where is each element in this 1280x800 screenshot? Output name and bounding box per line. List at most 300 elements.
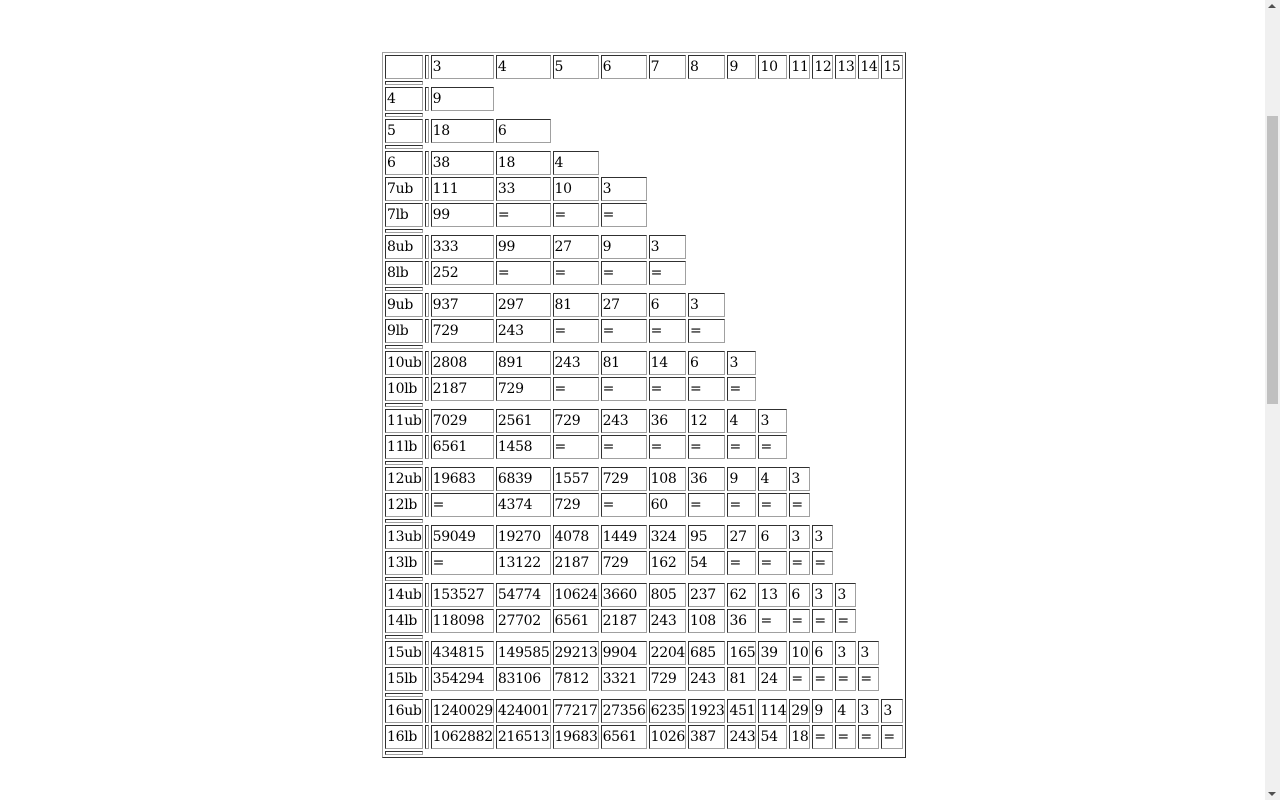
group-separator-row	[385, 577, 903, 581]
value-cell: 3	[649, 235, 686, 259]
table-row	[385, 177, 903, 201]
value-cell: =	[601, 203, 647, 227]
table-row	[385, 641, 903, 665]
empty-cell	[688, 235, 725, 259]
empty-cell	[881, 551, 903, 575]
value-cell: =	[553, 203, 599, 227]
value-cell: =	[553, 261, 599, 285]
value-cell: 3	[858, 641, 879, 665]
value-cell: 111	[431, 177, 494, 201]
value-cell: =	[649, 319, 686, 343]
empty-cell	[881, 351, 903, 375]
empty-cell	[812, 409, 833, 433]
empty-cell	[858, 609, 879, 633]
value-cell: 424001	[496, 699, 551, 723]
value-cell: 9	[431, 87, 494, 111]
row-label-cell: 7lb	[385, 203, 423, 227]
value-cell: 153527	[431, 583, 494, 607]
empty-cell	[835, 261, 856, 285]
value-cell: 19270	[496, 525, 551, 549]
table-row	[385, 667, 903, 691]
spacer-cell	[425, 609, 429, 633]
empty-cell	[812, 377, 833, 401]
empty-cell	[727, 203, 756, 227]
separator-cell	[385, 287, 423, 291]
empty-cell	[758, 235, 787, 259]
value-cell: 3	[812, 583, 833, 607]
value-cell: 99	[431, 203, 494, 227]
empty-cell	[835, 203, 856, 227]
table-row	[385, 351, 903, 375]
value-cell: 81	[553, 293, 599, 317]
empty-cell	[649, 87, 686, 111]
empty-cell	[835, 467, 856, 491]
value-cell: 4	[727, 409, 756, 433]
spacer-cell	[425, 525, 429, 549]
empty-cell	[812, 235, 833, 259]
spacer-cell	[425, 699, 429, 723]
separator-cell	[385, 635, 423, 639]
empty-cell	[601, 151, 647, 175]
value-cell: 3	[601, 177, 647, 201]
empty-cell	[881, 641, 903, 665]
value-cell: 6561	[601, 725, 647, 749]
value-cell: 243	[727, 725, 756, 749]
separator-cell	[385, 577, 423, 581]
header-cell: 7	[649, 55, 686, 79]
separator-blank	[425, 519, 904, 523]
value-cell: 29	[789, 699, 810, 723]
scroll-down-arrow-icon[interactable]	[1268, 792, 1276, 796]
value-cell: =	[601, 261, 647, 285]
empty-cell	[881, 87, 903, 111]
value-cell: 3	[858, 699, 879, 723]
value-cell: =	[431, 551, 494, 575]
value-cell: 4	[835, 699, 856, 723]
empty-cell	[858, 203, 879, 227]
value-cell: =	[789, 667, 810, 691]
value-cell: 243	[496, 319, 551, 343]
empty-cell	[858, 119, 879, 143]
value-cell: 13122	[496, 551, 551, 575]
header-cell: 9	[727, 55, 756, 79]
value-cell: =	[727, 435, 756, 459]
row-label-cell: 12ub	[385, 467, 423, 491]
value-cell: =	[812, 551, 833, 575]
value-cell: 18	[496, 151, 551, 175]
empty-cell	[858, 293, 879, 317]
value-cell: 118098	[431, 609, 494, 633]
value-cell: 77217	[553, 699, 599, 723]
value-cell: 36	[688, 467, 725, 491]
table-row	[385, 551, 903, 575]
value-cell: 3	[835, 583, 856, 607]
table-row	[385, 725, 903, 749]
empty-cell	[789, 119, 810, 143]
empty-cell	[835, 235, 856, 259]
value-cell: =	[812, 725, 833, 749]
table-row	[385, 493, 903, 517]
empty-cell	[789, 87, 810, 111]
value-cell: =	[758, 551, 787, 575]
value-cell: =	[758, 493, 787, 517]
value-cell: 39	[758, 641, 787, 665]
empty-cell	[812, 177, 833, 201]
empty-cell	[727, 319, 756, 343]
empty-cell	[496, 87, 551, 111]
value-cell: 6	[758, 525, 787, 549]
value-cell: 27356	[601, 699, 647, 723]
value-cell: 18	[431, 119, 494, 143]
empty-cell	[789, 409, 810, 433]
value-cell: 3	[688, 293, 725, 317]
separator-cell	[385, 113, 423, 117]
value-cell: 59049	[431, 525, 494, 549]
spacer-cell	[425, 319, 429, 343]
value-cell: 95	[688, 525, 725, 549]
value-cell: =	[835, 667, 856, 691]
empty-cell	[758, 351, 787, 375]
value-cell: =	[727, 551, 756, 575]
value-cell: 1240029	[431, 699, 494, 723]
value-cell: 387	[688, 725, 725, 749]
row-label-cell: 10ub	[385, 351, 423, 375]
empty-cell	[881, 119, 903, 143]
empty-cell	[812, 435, 833, 459]
empty-cell	[649, 177, 686, 201]
row-label-cell: 8lb	[385, 261, 423, 285]
value-cell: 324	[649, 525, 686, 549]
value-cell: 333	[431, 235, 494, 259]
value-cell: 937	[431, 293, 494, 317]
table-row	[385, 261, 903, 285]
empty-cell	[812, 261, 833, 285]
separator-cell	[385, 519, 423, 523]
table-row	[385, 377, 903, 401]
empty-cell	[789, 235, 810, 259]
vertical-scrollbar[interactable]	[1265, 0, 1280, 800]
empty-cell	[858, 319, 879, 343]
value-cell: =	[496, 261, 551, 285]
row-label-cell: 13ub	[385, 525, 423, 549]
empty-cell	[835, 319, 856, 343]
value-cell: =	[601, 435, 647, 459]
group-separator-row	[385, 81, 903, 85]
empty-cell	[601, 119, 647, 143]
group-separator-row	[385, 635, 903, 639]
separator-blank	[425, 345, 904, 349]
row-label-cell: 16ub	[385, 699, 423, 723]
empty-cell	[812, 151, 833, 175]
value-cell: 36	[649, 409, 686, 433]
value-cell: 4	[758, 467, 787, 491]
value-cell: 10	[553, 177, 599, 201]
spacer-cell	[425, 119, 429, 143]
value-cell: =	[496, 203, 551, 227]
empty-cell	[881, 177, 903, 201]
empty-cell	[881, 377, 903, 401]
spacer-cell	[425, 177, 429, 201]
value-cell: =	[649, 261, 686, 285]
value-cell: 4078	[553, 525, 599, 549]
group-separator-row	[385, 461, 903, 465]
value-cell: 19683	[553, 725, 599, 749]
header-cell: 8	[688, 55, 725, 79]
empty-cell	[858, 551, 879, 575]
empty-cell	[812, 203, 833, 227]
separator-blank	[425, 113, 904, 117]
value-cell: 162	[649, 551, 686, 575]
spacer-cell	[425, 551, 429, 575]
value-cell: =	[812, 609, 833, 633]
empty-cell	[812, 319, 833, 343]
separator-blank	[425, 577, 904, 581]
empty-cell	[688, 87, 725, 111]
empty-cell	[727, 119, 756, 143]
value-cell: 18	[789, 725, 810, 749]
row-label-cell: 15ub	[385, 641, 423, 665]
value-cell: =	[758, 609, 787, 633]
value-cell: 729	[496, 377, 551, 401]
spacer-cell	[425, 351, 429, 375]
empty-cell	[758, 293, 787, 317]
value-cell: 10624	[553, 583, 599, 607]
empty-cell	[881, 435, 903, 459]
value-cell: 3	[835, 641, 856, 665]
value-cell: 6	[812, 641, 833, 665]
header-cell: 14	[858, 55, 879, 79]
value-cell: 7812	[553, 667, 599, 691]
empty-cell	[858, 261, 879, 285]
value-cell: 354294	[431, 667, 494, 691]
row-label-cell: 4	[385, 87, 423, 111]
empty-cell	[727, 235, 756, 259]
row-label-cell: 10lb	[385, 377, 423, 401]
value-cell: =	[835, 609, 856, 633]
scrollbar-thumb[interactable]	[1267, 116, 1278, 404]
table-row	[385, 293, 903, 317]
header-corner-cell	[385, 55, 423, 79]
value-cell: 7029	[431, 409, 494, 433]
table-row	[385, 119, 903, 143]
empty-cell	[688, 177, 725, 201]
value-cell: 4374	[496, 493, 551, 517]
value-cell: 9	[812, 699, 833, 723]
value-cell: 3660	[601, 583, 647, 607]
table-row	[385, 699, 903, 723]
value-cell: =	[553, 319, 599, 343]
scroll-up-arrow-icon[interactable]	[1268, 4, 1276, 8]
value-cell: 3	[789, 525, 810, 549]
spacer-cell	[425, 435, 429, 459]
table-row	[385, 435, 903, 459]
row-label-cell: 6	[385, 151, 423, 175]
row-label-cell: 11lb	[385, 435, 423, 459]
empty-cell	[835, 377, 856, 401]
value-cell: 9	[727, 467, 756, 491]
value-cell: 13	[758, 583, 787, 607]
empty-cell	[789, 261, 810, 285]
value-cell: 1923	[688, 699, 725, 723]
separator-blank	[425, 461, 904, 465]
empty-cell	[727, 261, 756, 285]
value-cell: =	[858, 667, 879, 691]
empty-cell	[758, 177, 787, 201]
value-cell: 297	[496, 293, 551, 317]
empty-cell	[812, 351, 833, 375]
value-cell: 165	[727, 641, 756, 665]
value-cell: 14	[649, 351, 686, 375]
empty-cell	[553, 87, 599, 111]
group-separator-row	[385, 113, 903, 117]
value-cell: =	[812, 667, 833, 691]
empty-cell	[835, 525, 856, 549]
spacer-cell	[425, 151, 429, 175]
value-cell: 216513	[496, 725, 551, 749]
value-cell: 434815	[431, 641, 494, 665]
value-cell: 3	[758, 409, 787, 433]
empty-cell	[758, 319, 787, 343]
value-cell: =	[688, 377, 725, 401]
value-cell: =	[758, 435, 787, 459]
value-cell: =	[727, 493, 756, 517]
value-cell: 108	[688, 609, 725, 633]
value-cell: 108	[649, 467, 686, 491]
separator-cell	[385, 751, 423, 755]
value-cell: 729	[601, 551, 647, 575]
empty-cell	[758, 151, 787, 175]
row-label-cell: 9ub	[385, 293, 423, 317]
empty-cell	[835, 493, 856, 517]
value-cell: 12	[688, 409, 725, 433]
separator-blank	[425, 229, 904, 233]
separator-cell	[385, 145, 423, 149]
value-cell: =	[835, 725, 856, 749]
spacer-cell	[425, 409, 429, 433]
group-separator-row	[385, 403, 903, 407]
empty-cell	[688, 119, 725, 143]
row-label-cell: 15lb	[385, 667, 423, 691]
row-label-cell: 14ub	[385, 583, 423, 607]
value-cell: =	[601, 319, 647, 343]
value-cell: 1062882	[431, 725, 494, 749]
empty-cell	[835, 151, 856, 175]
empty-cell	[835, 177, 856, 201]
value-cell: 6839	[496, 467, 551, 491]
spacer-cell	[425, 55, 429, 79]
empty-cell	[789, 377, 810, 401]
table-row	[385, 467, 903, 491]
empty-cell	[858, 409, 879, 433]
spacer-cell	[425, 235, 429, 259]
empty-cell	[858, 525, 879, 549]
empty-cell	[881, 667, 903, 691]
empty-cell	[858, 493, 879, 517]
empty-cell	[758, 261, 787, 285]
row-label-cell: 16lb	[385, 725, 423, 749]
empty-cell	[835, 293, 856, 317]
group-separator-row	[385, 287, 903, 291]
row-label-cell: 11ub	[385, 409, 423, 433]
spacer-cell	[425, 293, 429, 317]
empty-cell	[789, 351, 810, 375]
value-cell: =	[649, 377, 686, 401]
group-separator-row	[385, 345, 903, 349]
value-cell: 2187	[553, 551, 599, 575]
separator-blank	[425, 287, 904, 291]
value-cell: 2808	[431, 351, 494, 375]
value-cell: 54774	[496, 583, 551, 607]
empty-cell	[835, 551, 856, 575]
value-cell: 729	[553, 493, 599, 517]
table-row	[385, 87, 903, 111]
separator-blank	[425, 403, 904, 407]
empty-cell	[881, 609, 903, 633]
empty-cell	[727, 151, 756, 175]
table-row	[385, 609, 903, 633]
header-cell: 13	[835, 55, 856, 79]
value-cell: 891	[496, 351, 551, 375]
table-row	[385, 319, 903, 343]
value-cell: 149585	[496, 641, 551, 665]
value-cell: 2187	[601, 609, 647, 633]
separator-cell	[385, 81, 423, 85]
value-cell: 252	[431, 261, 494, 285]
value-cell: =	[789, 493, 810, 517]
value-cell: 10	[789, 641, 810, 665]
value-cell: 729	[649, 667, 686, 691]
empty-cell	[881, 293, 903, 317]
value-cell: =	[789, 609, 810, 633]
value-cell: 9	[601, 235, 647, 259]
value-cell: 29213	[553, 641, 599, 665]
value-cell: 81	[601, 351, 647, 375]
row-label-cell: 5	[385, 119, 423, 143]
empty-cell	[601, 87, 647, 111]
separator-blank	[425, 635, 904, 639]
separator-cell	[385, 461, 423, 465]
value-cell: =	[601, 377, 647, 401]
value-cell: 38	[431, 151, 494, 175]
value-cell: 24	[758, 667, 787, 691]
separator-cell	[385, 229, 423, 233]
value-cell: 3	[727, 351, 756, 375]
value-cell: 6235	[649, 699, 686, 723]
table-row	[385, 525, 903, 549]
empty-cell	[881, 583, 903, 607]
value-cell: 114	[758, 699, 787, 723]
empty-cell	[858, 583, 879, 607]
value-cell: =	[727, 377, 756, 401]
empty-cell	[881, 525, 903, 549]
empty-cell	[881, 493, 903, 517]
empty-cell	[789, 177, 810, 201]
value-cell: 729	[431, 319, 494, 343]
empty-cell	[812, 87, 833, 111]
group-separator-row	[385, 693, 903, 697]
value-cell: 36	[727, 609, 756, 633]
empty-cell	[553, 119, 599, 143]
empty-cell	[858, 235, 879, 259]
header-cell: 3	[431, 55, 494, 79]
empty-cell	[688, 261, 725, 285]
value-cell: 2187	[431, 377, 494, 401]
value-cell: =	[858, 725, 879, 749]
value-cell: 83106	[496, 667, 551, 691]
value-cell: 3	[881, 699, 903, 723]
row-label-cell: 13lb	[385, 551, 423, 575]
value-cell: 1458	[496, 435, 551, 459]
